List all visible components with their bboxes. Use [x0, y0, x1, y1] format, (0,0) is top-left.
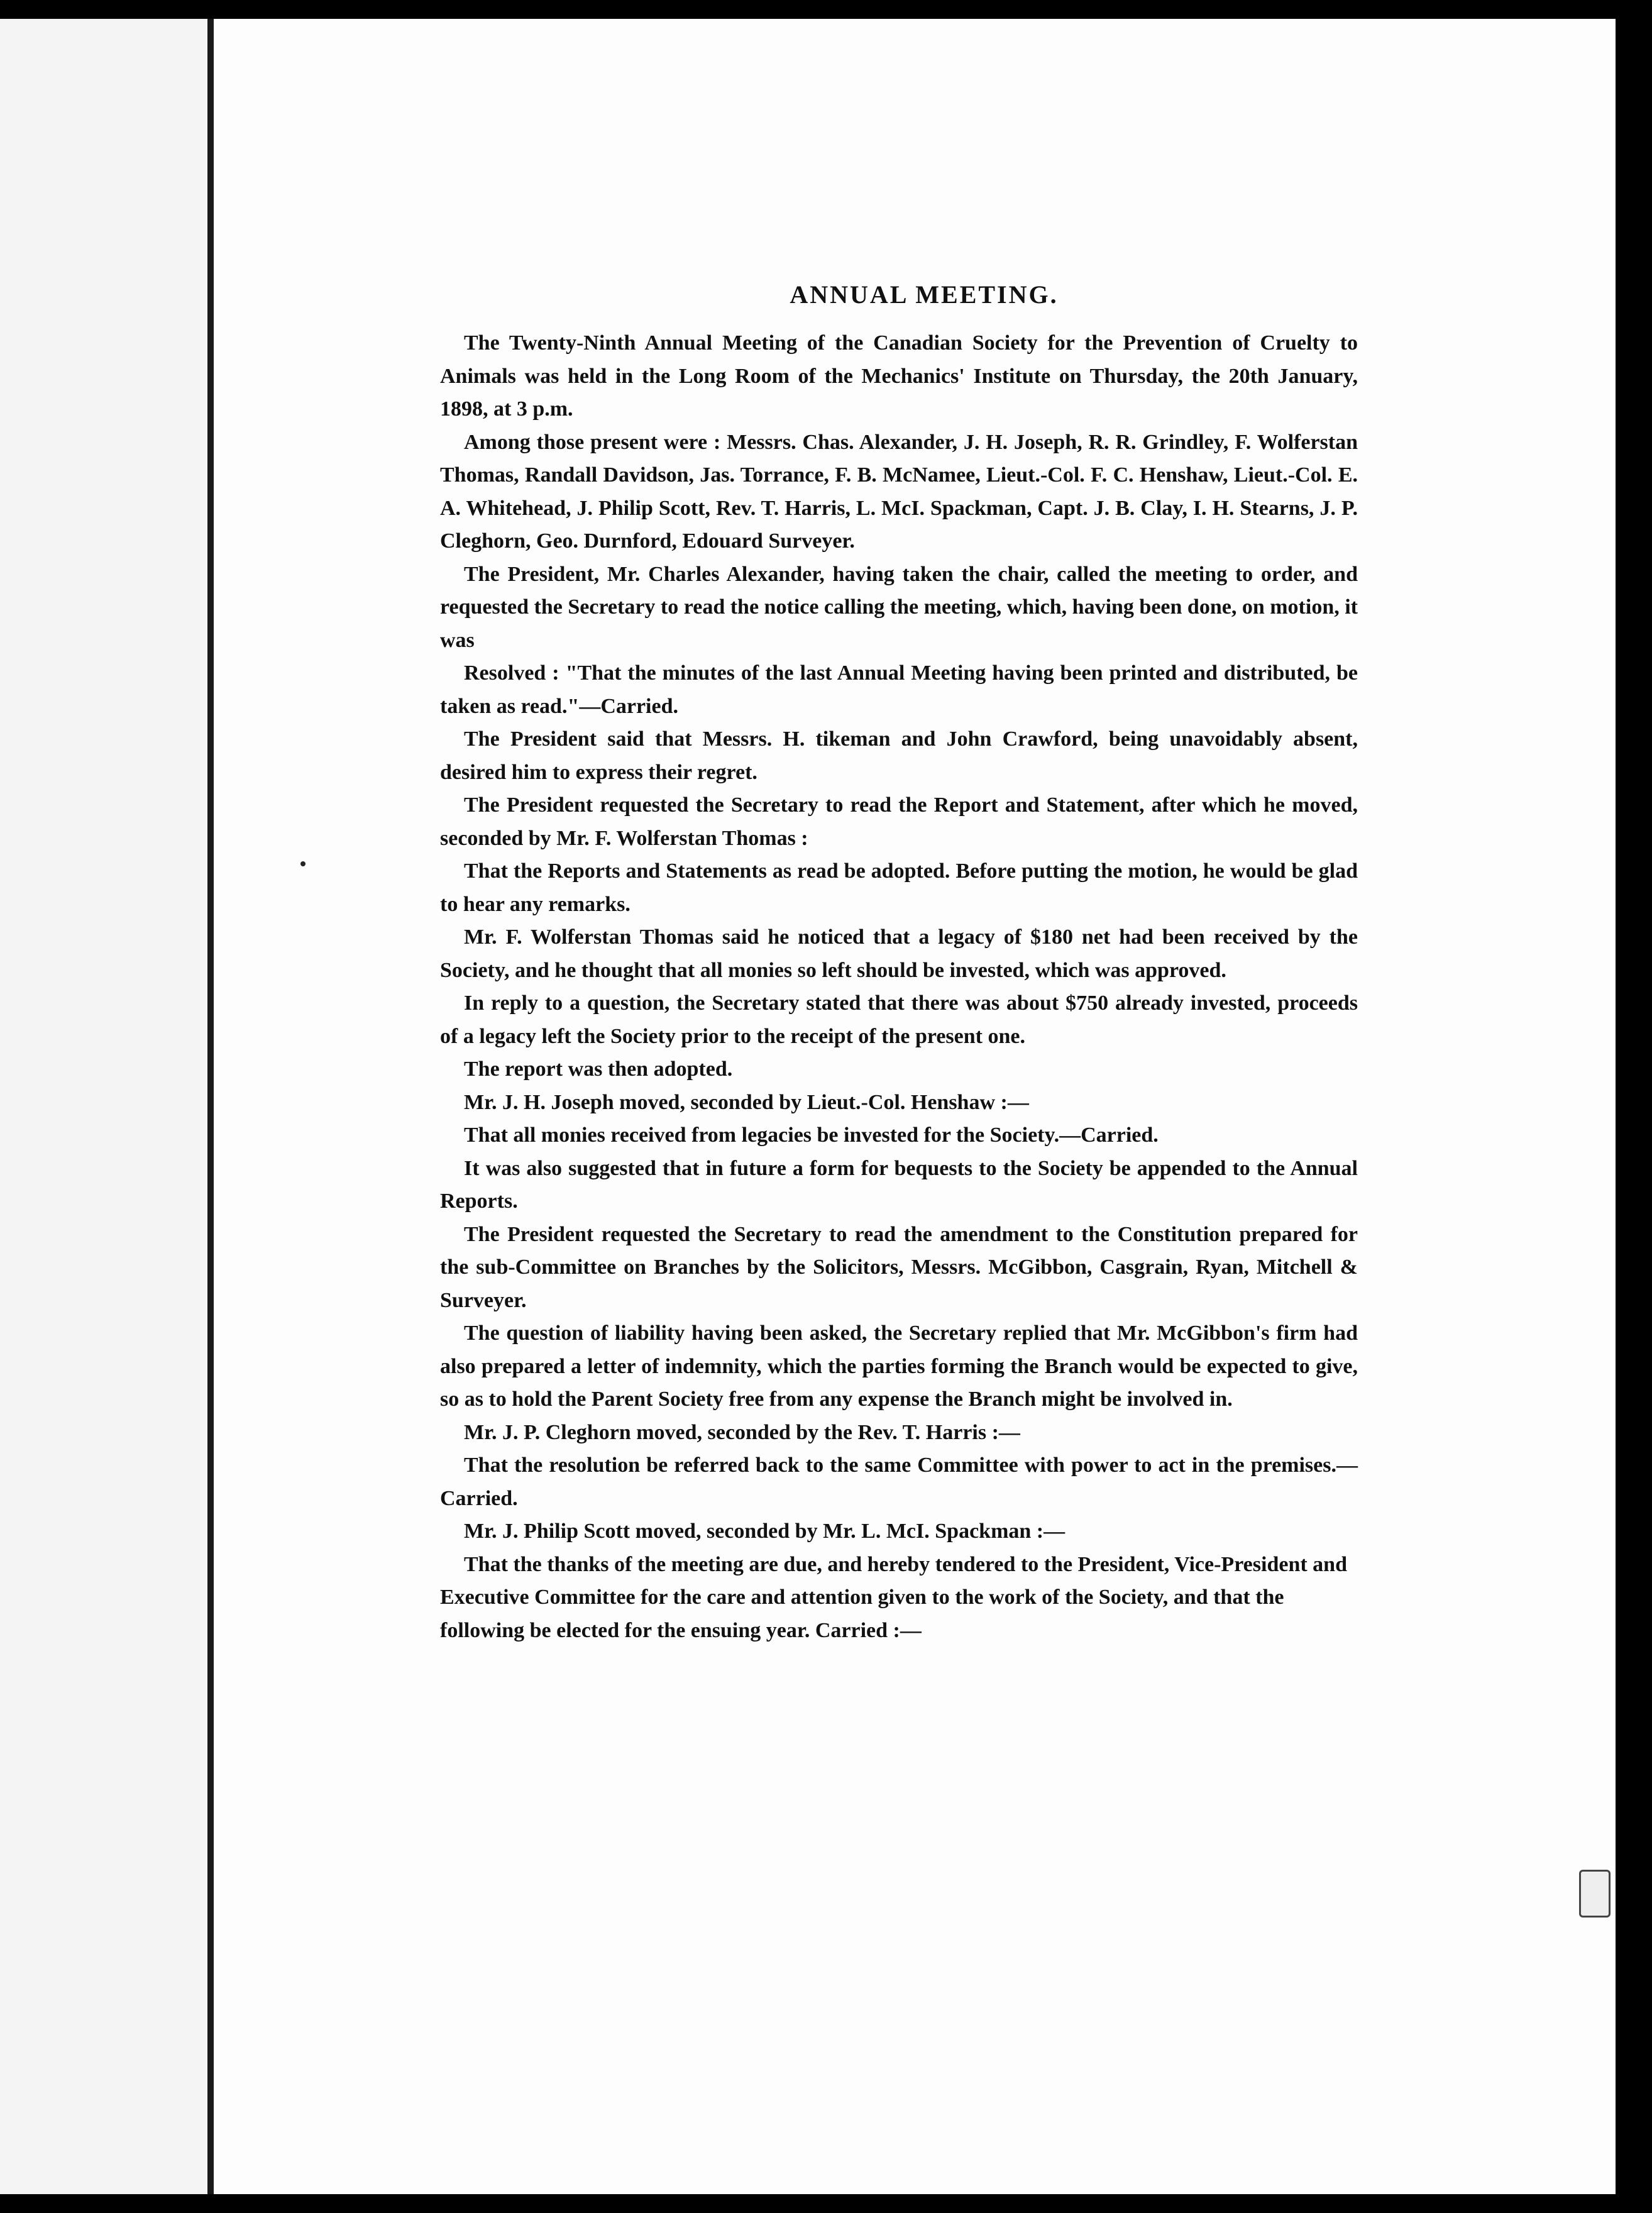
page-content	[440, 280, 1358, 1647]
paragraph-constitution-amendment: The President requested the Secretary to read the amendment to the Constitution prepared for the sub-Committee on Branches by the Solicitors, Messrs. McGibbon, Casgrain, Ryan, Mitchell & Surveyer.	[440, 1222, 1358, 1312]
paragraph-scott-motion: Mr. J. Philip Scott moved, seconded by Mr. L. McI. Spackman :—	[464, 1520, 1066, 1543]
paragraph-thanks-resolution: That the thanks of the meeting are due, and hereby tendered to the President, Vice-President and Executive Committee for the care and attention given to the work of the Society, and that the following be elected for the ensuing year. Carried :—	[440, 1552, 1347, 1642]
paragraph-meeting-intro: The Twenty-Ninth Annual Meeting of the Canadian Society for the Prevention of Cruelty to Animals was held in the Long Room of the Mechanics' Institute on Thursday, the 20th January, 1898, at 3 p.m.	[440, 331, 1358, 421]
paragraph-bequest-form: It was also suggested that in future a form for bequests to the Society be appended to the Annual Reports.	[440, 1156, 1358, 1213]
paragraph-liability: The question of liability having been asked, the Secretary replied that Mr. McGibbon's firm had also prepared a letter of indemnity, which the parties forming the Branch would be expected to give, so as to hold the Parent Society free from any expense the Branch might be involved in.	[440, 1322, 1358, 1411]
paragraph-cleghorn-motion: Mr. J. P. Cleghorn moved, seconded by the Rev. T. Harris :—	[464, 1420, 1020, 1444]
paragraph-legacy-180: Mr. F. Wolferstan Thomas said he noticed that a legacy of $180 net had been received by the Society, and he thought that all monies so left should be invested, which was approved.	[440, 925, 1358, 982]
paragraph-resolved-minutes: Resolved : "That the minutes of the last Annual Meeting having been printed and distributed, be taken as read."—Carried.	[440, 661, 1358, 718]
paragraph-monies-invested: That all monies received from legacies be invested for the Society.—Carried.	[464, 1123, 1159, 1147]
book-spine	[207, 19, 214, 2194]
paragraph-report-request: The President requested the Secretary to read the Report and Statement, after which he moved, seconded by Mr. F. Wolferstan Thomas :	[440, 793, 1358, 850]
page-corner-mark	[1579, 1870, 1611, 1918]
paragraph-attendees: Among those present were : Messrs. Chas. Alexander, J. H. Joseph, R. R. Grindley, F. Wolferstan Thomas, Randall Davidson, Jas. Torrance, F. B. McNamee, Lieut.-Col. F. C. Henshaw, Lieut.-Col. E. A. Whitehead, J. Philip Scott, Rev. T. Harris, L. McI. Spackman, Capt. J. B. Clay, I. H. Stearns, J. P. Cleghorn, Geo. Durnford, Edouard Surveyer.	[440, 430, 1358, 553]
page-heading: ANNUAL MEETING.	[790, 280, 1059, 309]
ink-speck	[300, 861, 306, 866]
paragraph-report-adopted: The report was then adopted.	[464, 1057, 733, 1081]
paragraph-chair: The President, Mr. Charles Alexander, having taken the chair, called the meeting to order, and requested the Secretary to read the notice calling the meeting, which, having been done, on motion, it was	[440, 562, 1358, 652]
paragraph-resolution-referred: That the resolution be referred back to the same Committee with power to act in the premises.—Carried.	[440, 1454, 1358, 1510]
paragraph-joseph-motion: Mr. J. H. Joseph moved, seconded by Lieut.-Col. Henshaw :—	[464, 1090, 1029, 1114]
facing-page	[0, 19, 207, 2194]
paragraph-legacy-750: In reply to a question, the Secretary stated that there was about $750 already invested, proceeds of a legacy left the Society prior to the receipt of the present one.	[440, 991, 1358, 1048]
paragraph-absent-regret: The President said that Messrs. H. tikeman and John Crawford, being unavoidably absent, desired him to express their regret.	[440, 727, 1358, 784]
paragraph-reports-adopted: That the Reports and Statements as read be adopted. Before putting the motion, he would be glad to hear any remarks.	[440, 859, 1358, 916]
